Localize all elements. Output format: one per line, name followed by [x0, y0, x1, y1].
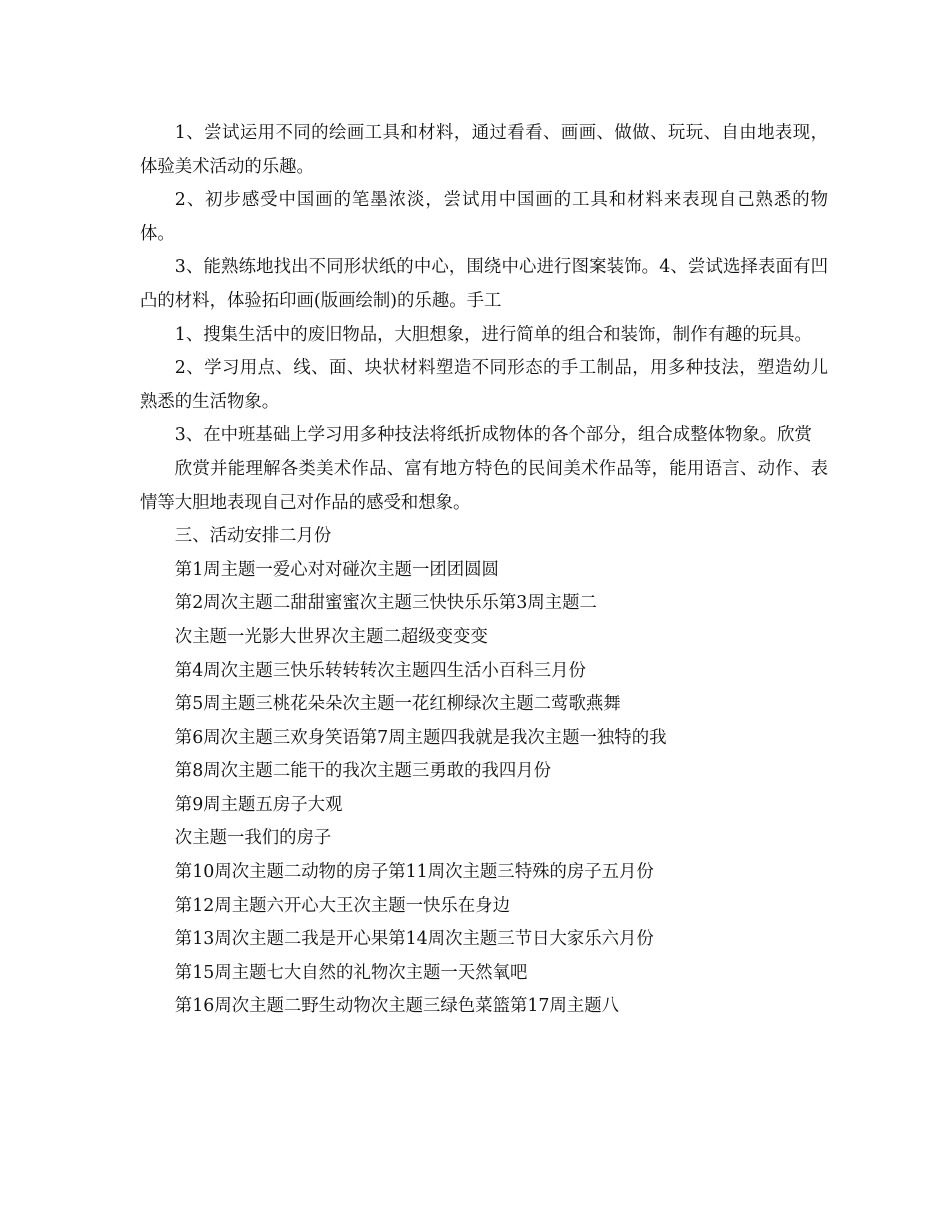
schedule-line: 第1周主题一爱心对对碰次主题一团团圆圆 — [174, 559, 499, 580]
schedule-line: 第5周主题三桃花朵朵次主题一花红柳绿次主题二莺歌燕舞 — [174, 694, 621, 715]
schedule-line: 第15周主题七大自然的礼物次主题一天然氧吧 — [174, 962, 528, 983]
schedule-line: 次主题一我们的房子 — [174, 828, 332, 849]
paragraph-drawing-goal-2: 2、初步感受中国画的笔墨浓淡，尝试用中国画的工具和材料来表现自己熟悉的物体。 — [140, 190, 828, 244]
schedule-line: 第4周次主题三快乐转转转次主题四生活小百科三月份 — [174, 660, 586, 681]
paragraph-drawing-goal-3: 3、能熟练地找出不同形状纸的中心，围绕中心进行图案装饰。4、尝试选择表面有凹凸的材料，体验拓印画(版画绘制)的乐趣。手工 — [140, 257, 828, 311]
paragraph-drawing-goal-1: 1、尝试运用不同的绘画工具和材料，通过看看、画画、做做、玩玩、自由地表现，体验美术活动的乐趣。 — [140, 123, 828, 177]
schedule-line: 次主题一光影大世界次主题二超级变变变 — [174, 626, 488, 647]
schedule-line: 第16周次主题二野生动物次主题三绿色菜篮第17周主题八 — [174, 996, 620, 1017]
schedule-line: 第10周次主题二动物的房子第11周次主题三特殊的房子五月份 — [174, 862, 654, 883]
paragraph-appreciation: 欣赏并能理解各类美术作品、富有地方特色的民间美术作品等，能用语言、动作、表情等大胆地表现自己对作品的感受和想象。 — [140, 458, 828, 513]
schedule-line: 第13周次主题二我是开心果第14周次主题三节日大家乐六月份 — [174, 929, 654, 950]
schedule-line: 第8周次主题二能干的我次主题三勇敢的我四月份 — [174, 761, 552, 782]
schedule-line: 第2周次主题二甜甜蜜蜜次主题三快快乐乐第3周主题二 — [174, 593, 597, 614]
section-heading-schedule: 三、活动安排二月份 — [174, 526, 332, 547]
schedule-line: 第9周主题五房子大观 — [174, 794, 343, 815]
document-body — [140, 117, 828, 1024]
paragraph-craft-goal-1: 1、搜集生活中的废旧物品，大胆想象，进行简单的组合和装饰，制作有趣的玩具。 — [174, 324, 812, 345]
schedule-line: 第6周次主题三欢身笑语第7周主题四我就是我次主题一独特的我 — [174, 727, 667, 748]
paragraph-craft-goal-2: 2、学习用点、线、面、块状材料塑造不同形态的手工制品，用多种技法，塑造幼儿熟悉的生活物象。 — [140, 358, 828, 412]
paragraph-craft-goal-3: 3、在中班基础上学习用多种技法将纸折成物体的各个部分，组合成整体物象。欣赏 — [174, 425, 812, 446]
schedule-line: 第12周主题六开心大王次主题一快乐在身边 — [174, 895, 510, 916]
